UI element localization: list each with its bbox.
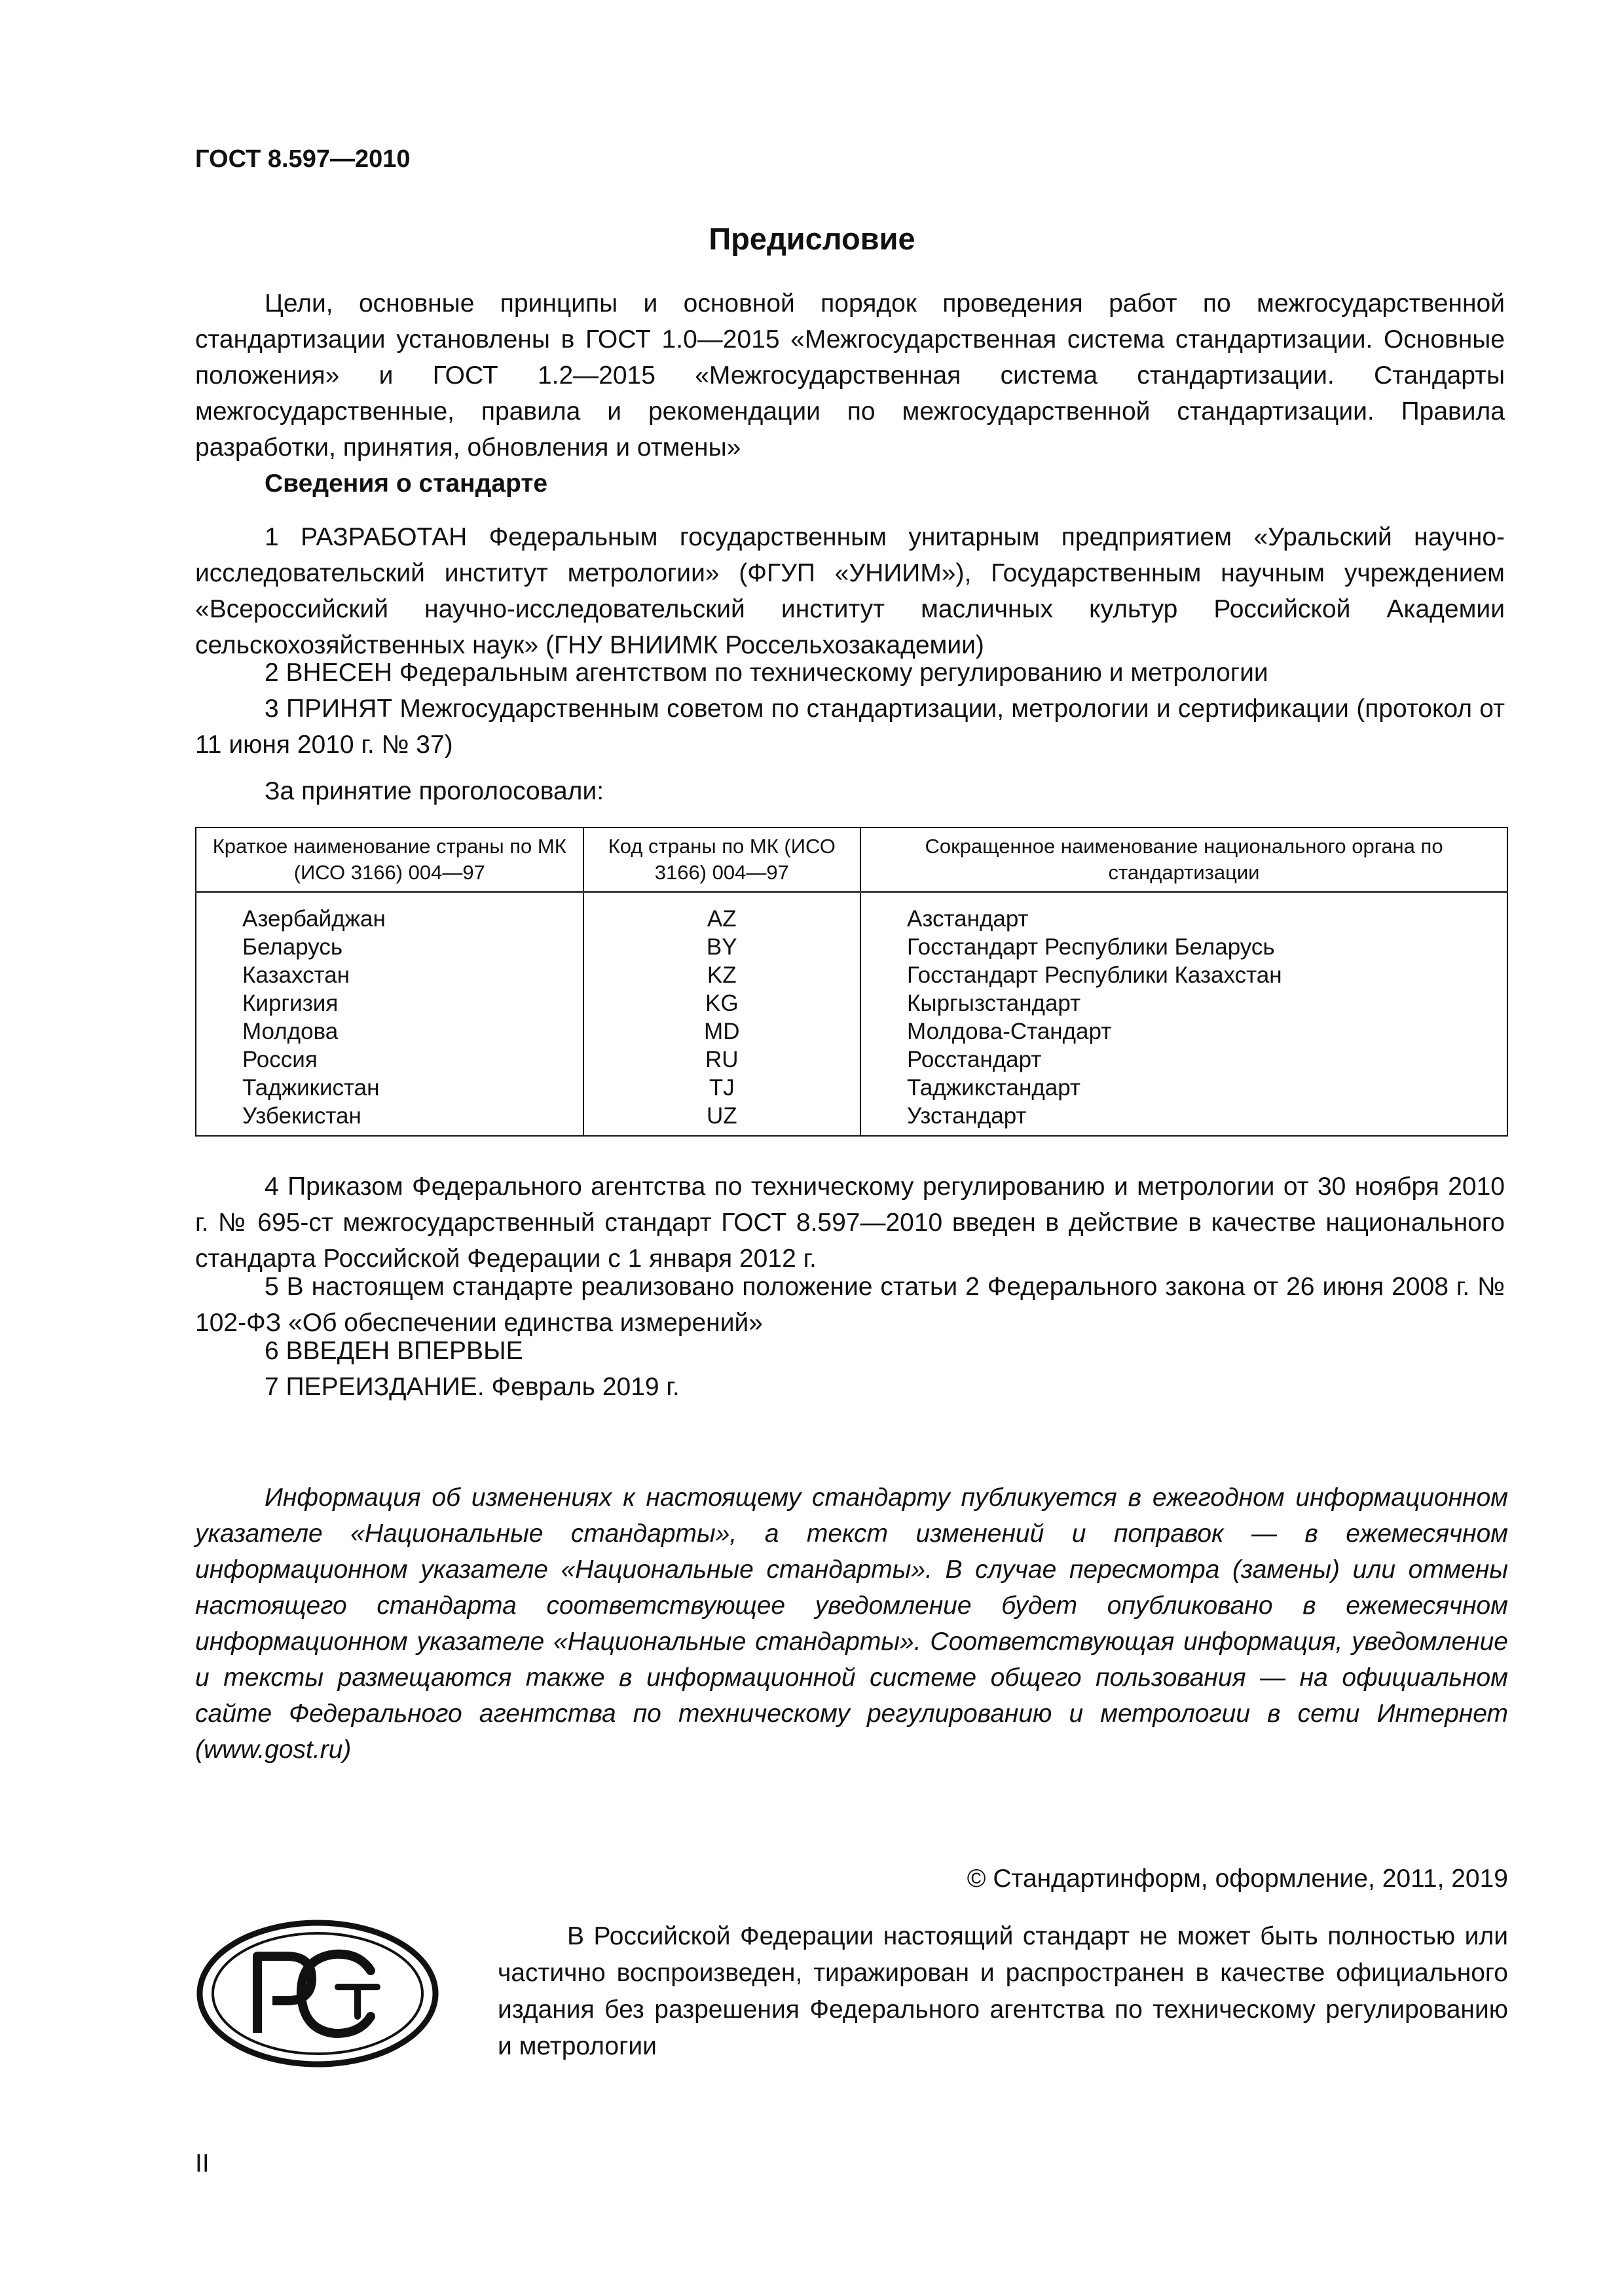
org-cell: Молдова-Стандарт <box>860 1017 1507 1046</box>
intro-paragraph: Цели, основные принципы и основной порядок проведения работ по межгосударственной стандартизации установлены в ГОСТ 1.0—2015 «Межгосударственная система стандартизации. Основные положения» и ГОСТ 1.2—2015 «Межгосударственная система стандартизации. Стандарты межгосударственные, правила и рекомендации по межгосударственной стандартизации. Правила разработки, принятия, обновления и отмены» <box>195 289 1505 462</box>
org-cell: Росстандарт <box>860 1046 1507 1074</box>
header-country: Краткое наименование страны по МК (ИСО 3166) 004—97 <box>196 828 583 892</box>
org-cell: Узстандарт <box>860 1102 1507 1136</box>
member-states-table <box>195 827 1508 1137</box>
org-cell: Таджикстандарт <box>860 1074 1507 1102</box>
country-cell: Россия <box>196 1046 583 1074</box>
table-row <box>196 1074 1507 1102</box>
reprint-notice: В Российской Федерации настоящий стандарт не может быть полностью или частично воспроизведен, тиражирован и распространен в качестве официального издания без разрешения Федерального агентства по техническому регулированию и метрологии <box>498 1922 1508 2060</box>
item-3-adopted: 3 ПРИНЯТ Межгосударственным советом по стандартизации, метрологии и сертификации (протокол от 11 июня 2010 г. № 37) <box>195 695 1505 759</box>
code-cell: AZ <box>583 892 861 934</box>
section-title: Сведения о стандарте <box>265 469 548 498</box>
table-row <box>196 892 1507 934</box>
item-5-law: 5 В настоящем стандарте реализовано положение статьи 2 Федерального закона от 26 июня 2008 г. № 102-ФЗ «Об обеспечении единства измерений» <box>195 1273 1505 1337</box>
page-title: Предисловие <box>709 221 915 256</box>
item-2-submitted: 2 ВНЕСЕН Федеральным агентством по техническому регулированию и метрологии <box>265 659 1268 687</box>
table-row <box>196 989 1507 1017</box>
header-code: Код страны по МК (ИСО 3166) 004—97 <box>583 828 861 892</box>
org-cell: Азстандарт <box>860 892 1507 934</box>
rst-certification-logo-icon <box>195 1918 441 2069</box>
country-cell: Киргизия <box>196 989 583 1017</box>
table-row <box>196 1017 1507 1046</box>
header-org: Сокращенное наименование национального органа по стандартизации <box>860 828 1507 892</box>
org-cell: Кыргызстандарт <box>860 989 1507 1017</box>
country-cell: Азербайджан <box>196 892 583 934</box>
vote-label: За принятие проголосовали: <box>265 777 604 805</box>
country-cell: Таджикистан <box>196 1074 583 1102</box>
code-cell: KZ <box>583 961 861 989</box>
country-cell: Беларусь <box>196 933 583 961</box>
table-row <box>196 933 1507 961</box>
table-row <box>196 1046 1507 1074</box>
code-cell: UZ <box>583 1102 861 1136</box>
table-header-row <box>196 828 1507 892</box>
country-cell: Узбекистан <box>196 1102 583 1136</box>
page-number: II <box>195 2149 210 2178</box>
org-cell: Госстандарт Республики Казахстан <box>860 961 1507 989</box>
item-6-first-time: 6 ВВЕДЕН ВПЕРВЫЕ <box>265 1337 523 1365</box>
country-cell: Молдова <box>196 1017 583 1046</box>
code-cell: KG <box>583 989 861 1017</box>
country-cell: Казахстан <box>196 961 583 989</box>
code-cell: RU <box>583 1046 861 1074</box>
item-1-developed: 1 РАЗРАБОТАН Федеральным государственным унитарным предприятием «Уральский научно-исследовательский институт метрологии» (ФГУП «УНИИМ»), Государственным научным учреждением «Всероссийский научно-исследовательский институт масличных культур Российской Академии сельскохозяйственных наук» (ГНУ ВНИИМК Россельхозакадемии) <box>195 523 1505 659</box>
copyright-line: © Стандартинформ, оформление, 2011, 2019 <box>967 1865 1508 1893</box>
table-row <box>196 1102 1507 1136</box>
code-cell: MD <box>583 1017 861 1046</box>
item-7-reissue: 7 ПЕРЕИЗДАНИЕ. Февраль 2019 г. <box>265 1373 680 1401</box>
changes-info-note: Информация об изменениях к настоящему стандарту публикуется в ежегодном информационном указателе «Национальные стандарты», а текст изменений и поправок — в ежемесячном информационном указателе «Национальные стандарты». В случае пересмотра (замены) или отмены настоящего стандарта соответствующее уведомление будет опубликовано в ежемесячном информационном указателе «Национальные стандарты». Соответствующая информация, уведомление и тексты размещаются также в информационной системе общего пользования — на официальном сайте Федерального агентства по техническому регулированию и метрологии в сети Интернет (www.gost.ru) <box>195 1484 1508 1764</box>
item-4-order: 4 Приказом Федерального агентства по техническому регулированию и метрологии от 30 ноября 2010 г. № 695-ст межгосударственный стандарт ГОСТ 8.597—2010 введен в действие в качестве национального стандарта Российской Федерации с 1 января 2012 г. <box>195 1173 1505 1273</box>
org-cell: Госстандарт Республики Беларусь <box>860 933 1507 961</box>
document-code: ГОСТ 8.597—2010 <box>195 145 411 173</box>
code-cell: TJ <box>583 1074 861 1102</box>
table-row <box>196 961 1507 989</box>
code-cell: BY <box>583 933 861 961</box>
